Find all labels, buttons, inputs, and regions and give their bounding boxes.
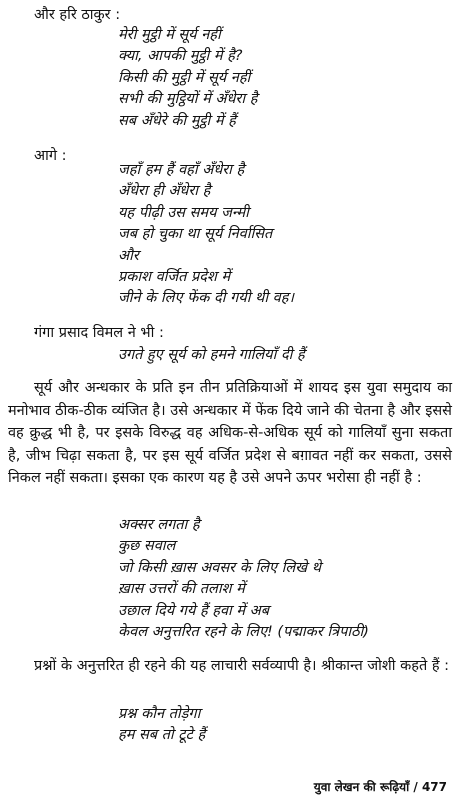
poem-line: सब अँधेरे की मुट्ठी में हैं — [118, 112, 236, 129]
poem-line: केवल अनुत्तरित रहने के लिए! (पद्माकर त्रिपाठी) — [118, 623, 369, 640]
poem-line: हम सब तो टूटे हैं — [118, 727, 206, 744]
intro-ganga-prasad-vimal: गंगा प्रसाद विमल ने भी : — [34, 325, 164, 341]
poem-hari-thakur — [118, 25, 257, 132]
poem-line: कुछ सवाल — [118, 538, 176, 555]
poem-line: जीने के लिए फेंक दी गयी थी वह। — [118, 290, 294, 307]
intro-hari-thakur: और हरि ठाकुर : — [34, 7, 121, 23]
poem-line: प्रश्न कौन तोड़ेगा — [118, 706, 201, 722]
poem-padmakar-tripathi — [118, 515, 369, 643]
paragraph-shrikant-joshi: प्रश्नों के अनुत्तरित ही रहने की यह लाचारी सर्वव्यापी है। श्रीकान्त जोशी कहते हैं : — [34, 658, 450, 674]
poem-line: और — [118, 247, 139, 264]
poem-aage — [118, 160, 294, 310]
poem-line: सभी की मुट्ठियों में अँधेरा है — [118, 91, 258, 108]
intro-aage: आगे : — [34, 148, 67, 164]
poem-shrikant-joshi — [118, 704, 205, 747]
poem-line: उगते हुए सूर्य को हमने गालियाँ दी हैं — [118, 347, 305, 363]
poem-line: उछाल दिये गये हैं हवा में अब — [118, 602, 270, 619]
poem-line: अक्सर लगता है — [118, 517, 200, 533]
poem-line: यह पीढ़ी उस समय जन्मी — [118, 204, 249, 221]
poem-line: मेरी मुट्ठी में सूर्य नहीं — [118, 27, 221, 43]
poem-line: अँधेरा ही अँधेरा है — [118, 183, 211, 200]
poem-line: ख़ास उत्तरों की तलाश में — [118, 581, 245, 598]
poem-line: जो किसी ख़ास अवसर के लिए लिखे थे — [118, 559, 321, 576]
quote-line — [118, 345, 305, 366]
paragraph-surya-andhkar: सूर्य और अन्धकार के प्रति इन तीन प्रतिक्रियाओं में शायद इस युवा समुदाय का मनोभाव ठीक-ठीक व्यंजित है। उसे अन्धकार में फेंक दिये जाने की चेतना है और इससे वह क्रुद्ध भी है, पर इसके विरुद्ध वह अधिक-से-अधिक सूर्य को गालियाँ सुना सकता है, जीभ चिढ़ा सकता है, पर इस सूर्य वर्जित प्रदेश से बग़ावत नहीं कर सकता, उससे निकल नहीं सकता। इसका एक कारण यह है उसे अपने ऊपर भरोसा ही नहीं है : — [8, 380, 452, 487]
poem-line: क्या, आपकी मुट्ठी में है? — [118, 48, 243, 65]
poem-line: किसी की मुट्ठी में सूर्य नहीं — [118, 69, 251, 86]
poem-line: प्रकाश वर्जित प्रदेश में — [118, 268, 231, 285]
poem-line: जहाँ हम हैं वहाँ अँधेरा है — [118, 162, 245, 178]
running-footer-page-number: युवा लेखन की रूढ़ियाँ / 477 — [313, 780, 447, 794]
poem-line: जब हो चुका था सूर्य निर्वासित — [118, 226, 273, 243]
